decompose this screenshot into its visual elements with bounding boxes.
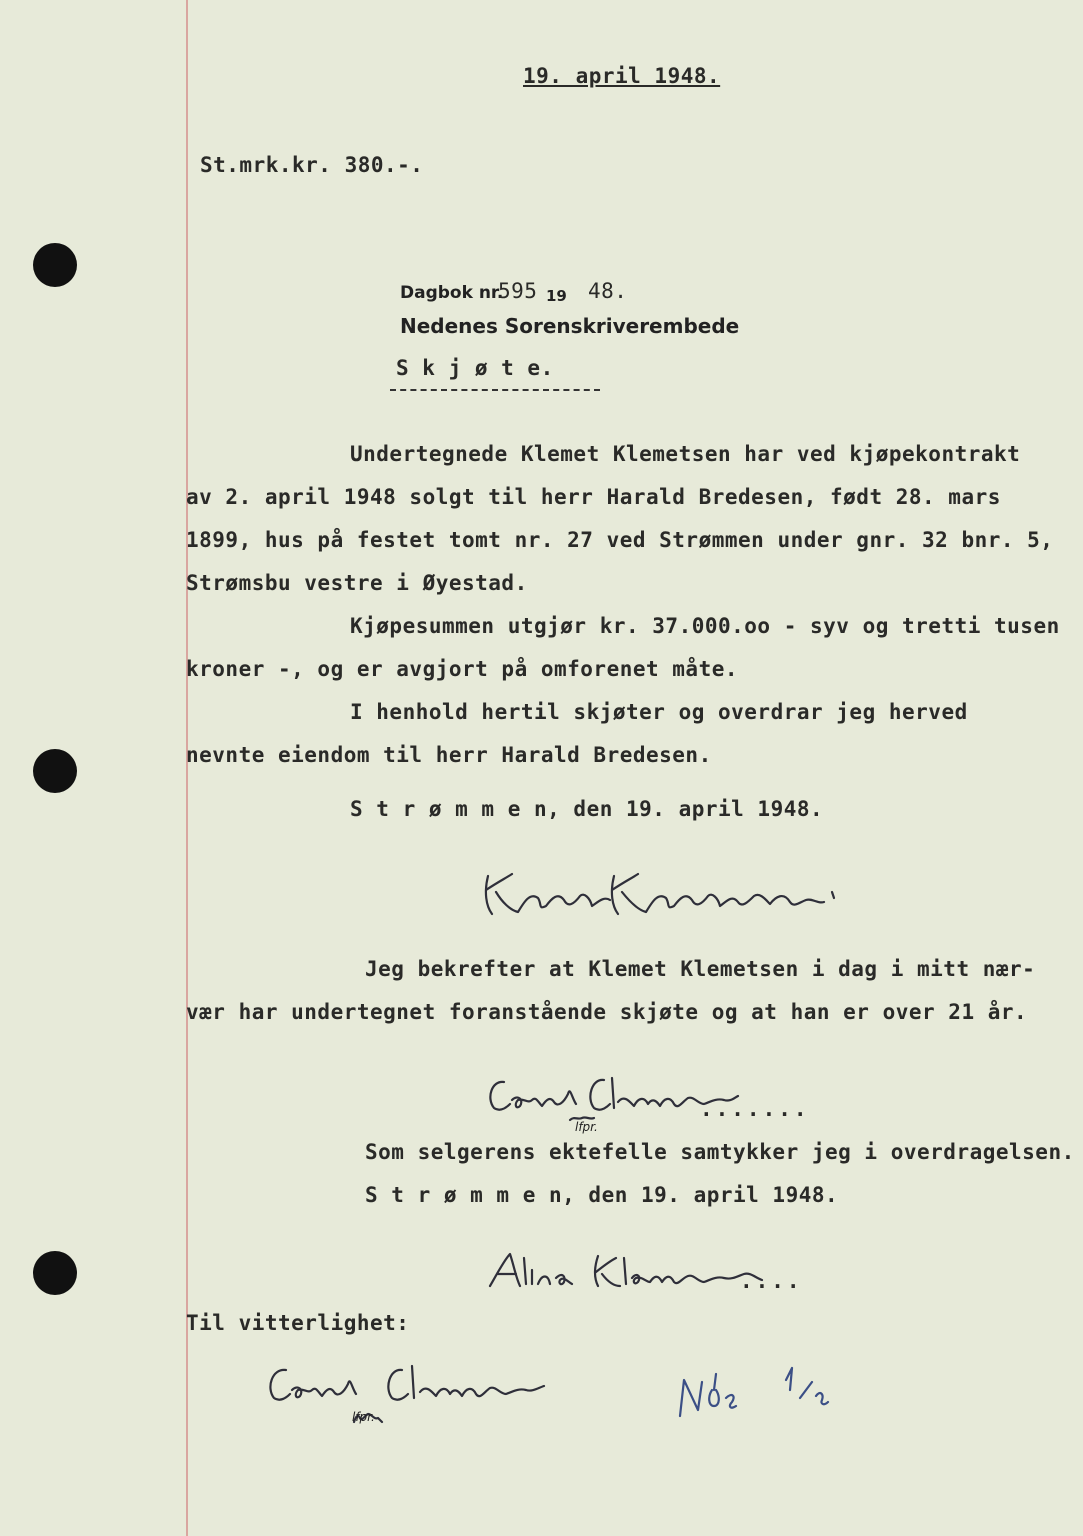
body-line: 1899, hus på festet tomt nr. 27 ved Strømmen under gnr. 32 bnr. 5, [186, 528, 1054, 552]
body-line: Kjøpesummen utgjør kr. 37.000.oo - syv og tretti tusen [350, 614, 1060, 638]
confirmation-line: vær har undertegnet foranstående skjøte og at han er over 21 år. [186, 1000, 1028, 1024]
signature-witness-conrad-clemetsen [262, 1356, 562, 1436]
body-line: I henhold hertil skjøter og overdrar jeg herved [350, 700, 968, 724]
body-line: Strømsbu vestre i Øyestad. [186, 571, 528, 595]
title-underline [390, 389, 600, 391]
dagbok-number: 595 [498, 279, 538, 303]
body-line: av 2. april 1948 solgt til herr Harald Bredesen, født 28. mars [186, 485, 1001, 509]
document-title: S k j ø t e. [396, 356, 554, 380]
place-date: S t r ø m m e n, den 19. april 1948. [350, 797, 824, 821]
body-line: kroner -, og er avgjort på omforenet måte. [186, 657, 739, 681]
confirmation-line: Jeg bekrefter at Klemet Klemetsen i dag i mitt nær- [365, 957, 1036, 981]
initials-mark [640, 1360, 840, 1420]
signature-2-title: lfpr. [575, 1120, 598, 1134]
signature-dots: ....... [700, 1097, 810, 1121]
signature-klemet-klemetsen [480, 862, 860, 926]
witness-title: lfpr. [352, 1410, 375, 1424]
punch-hole [33, 1251, 77, 1295]
date-heading: 19. april 1948. [523, 64, 721, 88]
dagbok-year: 48. [588, 279, 628, 303]
margin-line [186, 0, 188, 1536]
stamp-fee: St.mrk.kr. 380.-. [200, 153, 424, 177]
consent-line: Som selgerens ektefelle samtykker jeg i overdragelsen. [365, 1140, 1075, 1164]
witness-label: Til vitterlighet: [186, 1311, 410, 1335]
punch-hole [33, 243, 77, 287]
body-line: Undertegnede Klemet Klemetsen har ved kjøpekontrakt [350, 442, 1021, 466]
office-stamp: Nedenes Sorenskriverembede [400, 314, 740, 338]
body-line: nevnte eiendom til herr Harald Bredesen. [186, 743, 712, 767]
place-date-2: S t r ø m m e n, den 19. april 1948. [365, 1183, 839, 1207]
dagbok-label: Dagbok nr. [400, 283, 504, 303]
punch-hole [33, 749, 77, 793]
signature-dots: .... [740, 1269, 803, 1293]
dagbok-century: 19 [546, 287, 567, 305]
